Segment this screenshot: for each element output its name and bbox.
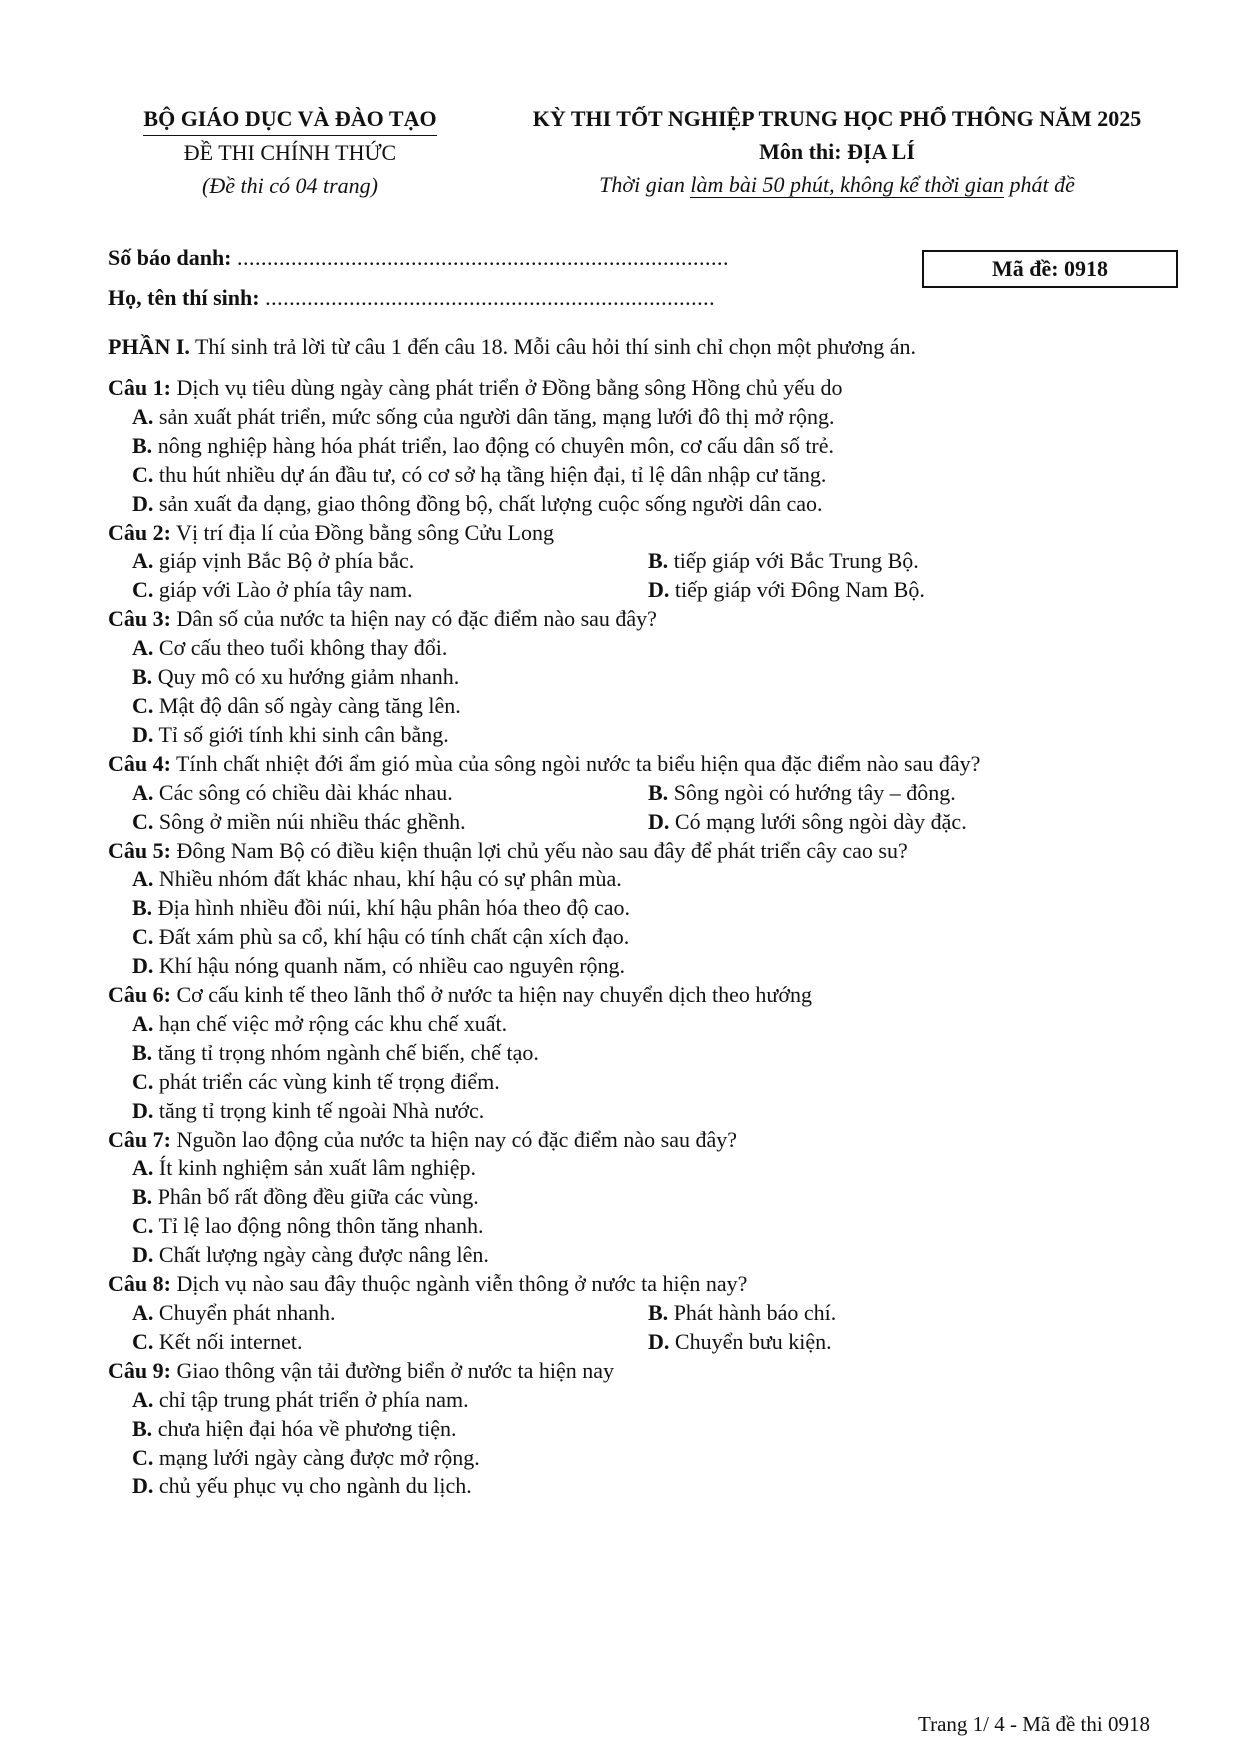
option-d: D. tiếp giáp với Đông Nam Bộ. [648,577,925,603]
option-d: D. tăng tỉ trọng kinh tế ngoài Nhà nước. [132,1097,485,1123]
option-c: C. Kết nối internet. [132,1328,303,1354]
question-text: Nguồn lao động của nước ta hiện nay có đặc điểm nào sau đây? [170,1126,737,1152]
page-footer: Trang 1/ 4 - Mã đề thi 0918 [918,1712,1150,1736]
official-exam-label: ĐỀ THI CHÍNH THỨC [183,140,397,165]
candidate-name-row [108,278,729,318]
question-1 [108,374,1188,403]
option-b: B. nông nghiệp hàng hóa phát triển, lao động có chuyên môn, cơ cấu dân số trẻ. [132,432,835,458]
question-2 [108,519,1188,548]
question-5 [108,837,1188,866]
question-text: Cơ cấu kinh tế theo lãnh thổ ở nước ta hiện nay chuyển dịch theo hướng [170,982,812,1008]
question-text: Tính chất nhiệt đới ẩm gió mùa của sông ngòi nước ta biểu hiện qua đặc điểm nào sau đây? [170,750,981,776]
option-c: C. Tỉ lệ lao động nông thôn tăng nhanh. [132,1213,484,1239]
time-suffix: phát đề [1003,172,1075,197]
question-number: Câu 2: [108,519,171,545]
question-4 [108,750,1188,779]
question-number: Câu 1: [108,375,171,400]
question-8 [108,1270,1188,1299]
option-a: A. Các sông có chiều dài khác nhau. [132,779,453,805]
option-d: D. sản xuất đa dạng, giao thông đồng bộ, chất lượng cuộc sống người dân cao. [132,490,823,516]
option-b: B. Phân bố rất đồng đều giữa các vùng. [132,1184,479,1210]
option-row [108,808,1188,837]
question-9 [108,1357,1188,1386]
candidate-id-label: Số báo danh: [108,245,232,270]
option-c: C. Đất xám phù sa cổ, khí hậu có tính chất cận xích đạo. [132,924,630,950]
option-a: A. Ít kinh nghiệm sản xuất lâm nghiệp. [132,1155,476,1181]
question-number: Câu 7: [108,1126,171,1152]
page-count-note: (Đề thi có 04 trang) [202,173,378,198]
option-b: B. Quy mô có xu hướng giảm nhanh. [132,664,460,690]
option-d: D. Chất lượng ngày càng được nâng lên. [132,1242,489,1268]
option-b: B. tiếp giáp với Bắc Trung Bộ. [648,548,919,574]
option-d: D. Chuyển bưu kiện. [648,1328,832,1354]
candidate-info [108,238,729,318]
option-row [108,1299,1188,1328]
question-text: Giao thông vận tải đường biển ở nước ta hiện nay [170,1357,614,1383]
question-text: Đông Nam Bộ có điều kiện thuận lợi chủ yếu nào sau đây để phát triển cây cao su? [170,837,908,863]
option-c: C. phát triển các vùng kinh tế trọng điểm. [132,1068,500,1094]
option-c: C. Mật độ dân số ngày càng tăng lên. [132,692,461,718]
ministry-name: BỘ GIÁO DỤC VÀ ĐÀO TẠO [143,102,436,136]
option-c: C. mạng lưới ngày càng được mở rộng. [132,1444,480,1470]
question-number: Câu 3: [108,606,171,632]
header-left [110,102,470,202]
option-row [108,576,1188,605]
subject-label: Môn thi: ĐỊA LÍ [759,139,915,164]
option-b: B. chưa hiện đại hóa về phương tiện. [132,1415,457,1441]
option-d: D. Tỉ số giới tính khi sinh cân bằng. [132,721,449,747]
option-row [108,779,1188,808]
option-c: C. thu hút nhiều dự án đầu tư, có cơ sở hạ tầng hiện đại, tỉ lệ dân nhập cư tăng. [132,461,827,487]
option-d: D. Khí hậu nóng quanh năm, có nhiều cao nguyên rộng. [132,953,626,979]
option-a: A. hạn chế việc mở rộng các khu chế xuất. [132,1010,508,1036]
exam-title: KỲ THI TỐT NGHIỆP TRUNG HỌC PHỔ THÔNG NĂM 2025 [532,106,1142,131]
part-label: PHẦN I. [108,334,190,359]
question-7 [108,1126,1188,1155]
option-c: C. giáp với Lào ở phía tây nam. [132,577,413,603]
option-a: A. chỉ tập trung phát triển ở phía nam. [132,1386,469,1412]
option-c: C. Sông ở miền núi nhiều thác ghềnh. [132,808,466,834]
option-a: A. Nhiều nhóm đất khác nhau, khí hậu có sự phân mùa. [132,866,622,892]
candidate-id-row [108,238,729,278]
candidate-name-label: Họ, tên thí sinh: [108,285,260,310]
option-a: A. sản xuất phát triển, mức sống của người dân tăng, mạng lưới đô thị mở rộng. [132,403,835,429]
question-text: Dịch vụ nào sau đây thuộc ngành viễn thông ở nước ta hiện nay? [170,1271,748,1297]
option-b: B. Phát hành báo chí. [648,1300,837,1325]
question-text: Vị trí địa lí của Đồng bằng sông Cửu Long [170,519,554,545]
question-number: Câu 6: [108,982,171,1008]
exam-code-box: Mã đề: 0918 [922,250,1178,288]
option-row [108,547,1188,576]
candidate-id-field: .................................................................................. [237,245,730,270]
option-b: B. Địa hình nhiều đồi núi, khí hậu phân hóa theo độ cao. [132,895,630,921]
option-a: A. Cơ cấu theo tuổi không thay đổi. [132,635,448,661]
question-text: Dân số của nước ta hiện nay có đặc điểm nào sau đây? [170,606,657,632]
time-note [492,168,1182,201]
question-3 [108,605,1188,634]
part-instruction [108,330,1188,364]
part-instruction-text: Thí sinh trả lời từ câu 1 đến câu 18. Mỗi câu hỏi thí sinh chỉ chọn một phương án. [189,334,917,359]
question-6 [108,981,1188,1010]
question-number: Câu 5: [108,837,171,863]
time-prefix: Thời gian [599,172,691,197]
question-text: Dịch vụ tiêu dùng ngày càng phát triển ở Đồng bằng sông Hồng chủ yếu do [170,375,843,400]
option-b: B. tăng tỉ trọng nhóm ngành chế biến, chế tạo. [132,1039,539,1065]
header-right [492,102,1182,201]
option-a: A. Chuyển phát nhanh. [132,1300,336,1325]
question-number: Câu 8: [108,1271,171,1297]
option-b: B. Sông ngòi có hướng tây – đông. [648,779,956,805]
option-d: D. chủ yếu phục vụ cho ngành du lịch. [132,1473,472,1499]
question-number: Câu 9: [108,1357,171,1383]
option-row [108,1328,1188,1357]
candidate-name-field: ........................................................................... [265,285,716,310]
exam-content [108,330,1188,1501]
option-d: D. Có mạng lưới sông ngòi dày đặc. [648,808,967,834]
question-number: Câu 4: [108,750,171,776]
time-underlined: làm bài 50 phút, không kể thời gian [690,172,1004,197]
option-a: A. giáp vịnh Bắc Bộ ở phía bắc. [132,548,415,574]
